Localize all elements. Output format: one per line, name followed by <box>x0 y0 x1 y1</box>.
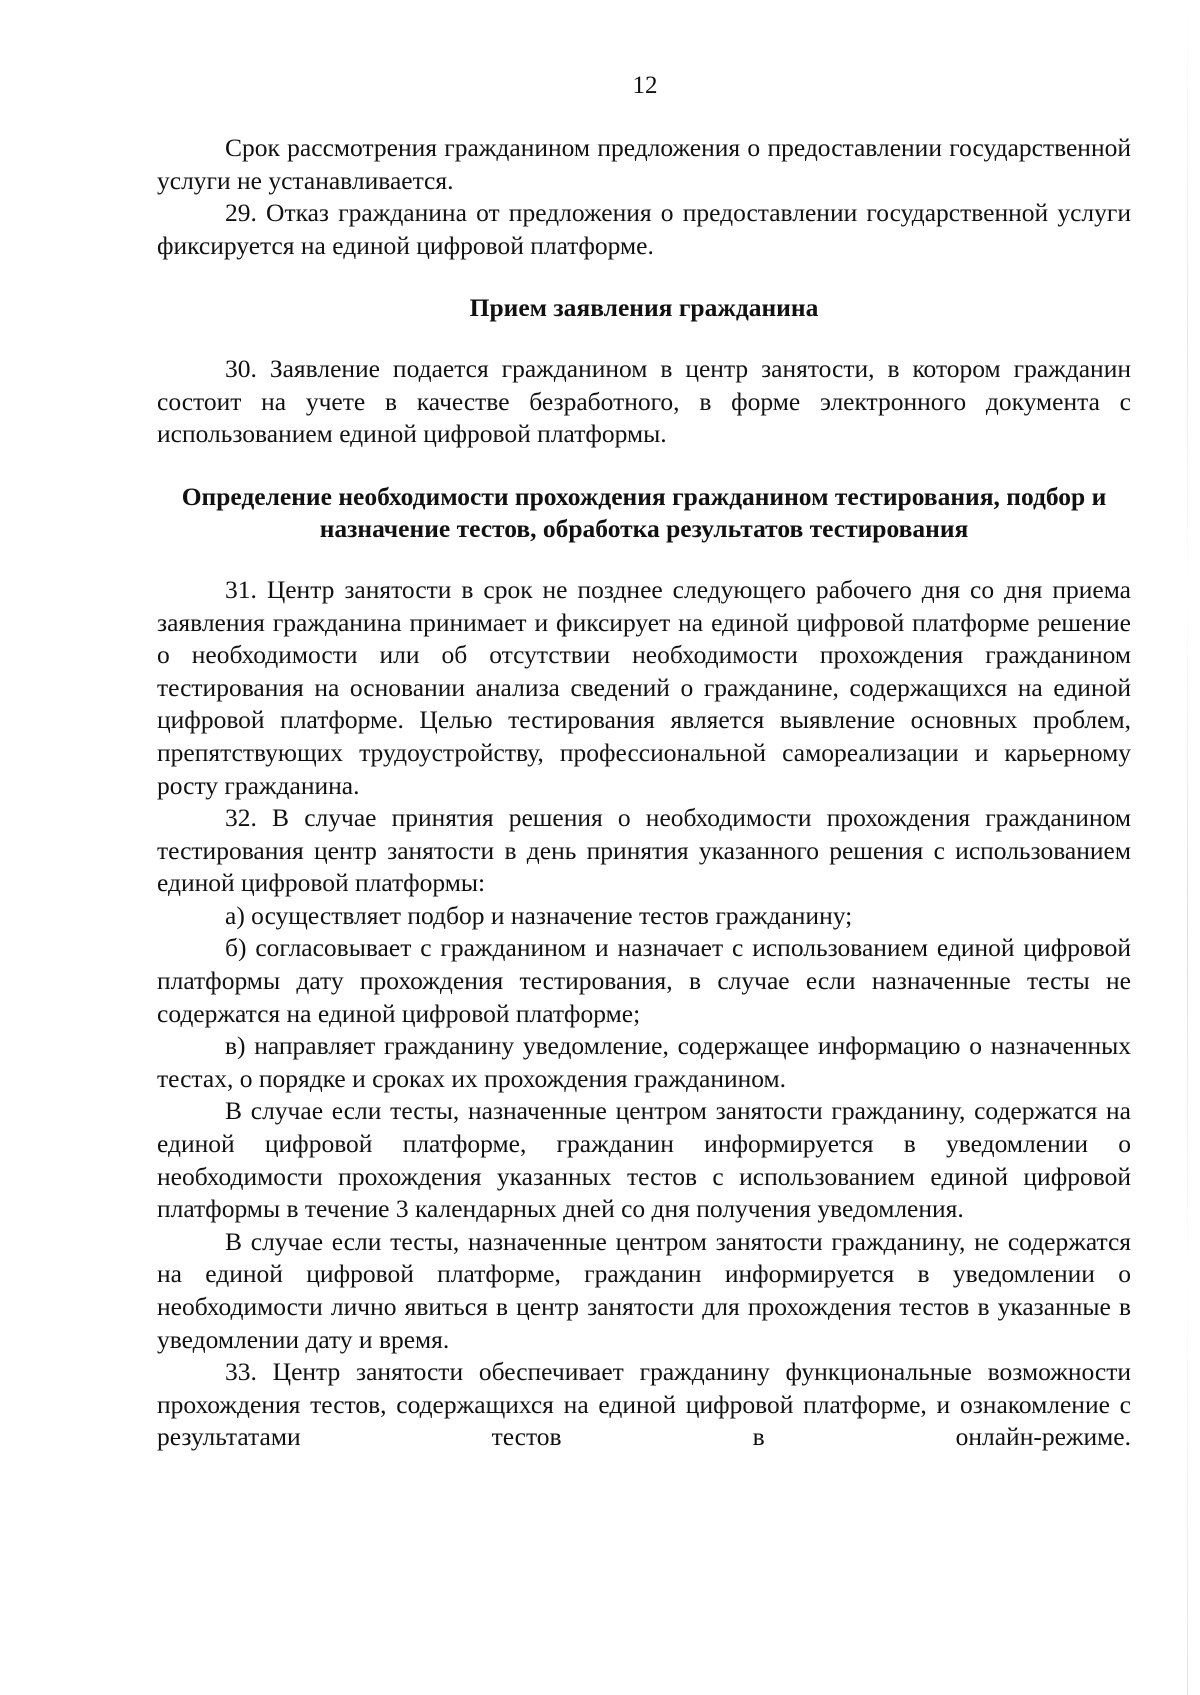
paragraph-33: 33. Центр занятости обеспечивает гражданину функциональные возможности прохождения тестов, содержащихся на единой цифровой платформе, и ознакомление с результатами тестов в онлайн-режиме. <box>157 1357 1131 1452</box>
spacer <box>157 451 1131 481</box>
spacer <box>157 262 1131 292</box>
spacer <box>157 546 1131 574</box>
scan-edge-shadow <box>1187 0 1188 1695</box>
document-body <box>157 132 1131 1454</box>
paragraph-32: 32. В случае принятия решения о необходимости прохождения гражданином тестирования центр занятости в день принятия указанного решения с использованием единой цифровой платформы: <box>157 803 1131 898</box>
section-heading-testing: Определение необходимости прохождения гражданином тестирования, подбор и назначение тестов, обработка результатов тестирования <box>181 481 1107 544</box>
paragraph-tests-not-on-platform: В случае если тесты, назначенные центром занятости гражданину, не содержатся на единой цифровой платформе, гражданин информируется в уведомлении о необходимости лично явиться в центр занятости для прохождения тестов в указанные в уведомлении дату и время. <box>157 1226 1131 1354</box>
paragraph-tests-on-platform: В случае если тесты, назначенные центром занятости гражданину, содержатся на единой цифровой платформе, гражданин информируется в уведомлении о необходимости прохождения указанных тестов с использованием единой цифровой платформы в течение 3 календарных дней со дня получения уведомления. <box>157 1096 1131 1224</box>
paragraph-30: 30. Заявление подается гражданином в центр занятости, в котором гражданин состоит на учете в качестве безработного, в форме электронного документа с использованием единой цифровой платформы. <box>157 353 1131 449</box>
paragraph-29: 29. Отказ гражданина от предложения о предоставлении государственной услуги фиксируется на единой цифровой платформе. <box>157 198 1131 260</box>
spacer <box>157 325 1131 353</box>
page-number: 12 <box>632 72 658 99</box>
paragraph-32-item-a: а) осуществляет подбор и назначение тестов гражданину; <box>225 900 853 930</box>
paragraph-review-term: Срок рассмотрения гражданином предложения о предоставлении государственной услуги не устанавливается. <box>157 133 1131 195</box>
section-heading-application: Прием заявления гражданина <box>469 293 819 323</box>
paragraph-31: 31. Центр занятости в срок не позднее следующего рабочего дня со дня приема заявления гражданина принимает и фиксирует на единой цифровой платформе решение о необходимости или об отсутствии необходимости прохождения гражданином тестирования на основании анализа сведений о гражданине, содержащихся на единой цифровой платформе. Целью тестирования является выявление основных проблем, препятствующих трудоустройству, профессиональной самореализации и карьерному росту гражданина. <box>157 574 1131 800</box>
paragraph-32-item-b: б) согласовывает с гражданином и назначает с использованием единой цифровой платформы дату прохождения тестирования, в случае если назначенные тесты не содержатся на единой цифровой платформе; <box>157 933 1131 1028</box>
paragraph-32-item-v: в) направляет гражданину уведомление, содержащее информацию о назначенных тестах, о порядке и сроках их прохождения гражданином. <box>157 1031 1131 1093</box>
